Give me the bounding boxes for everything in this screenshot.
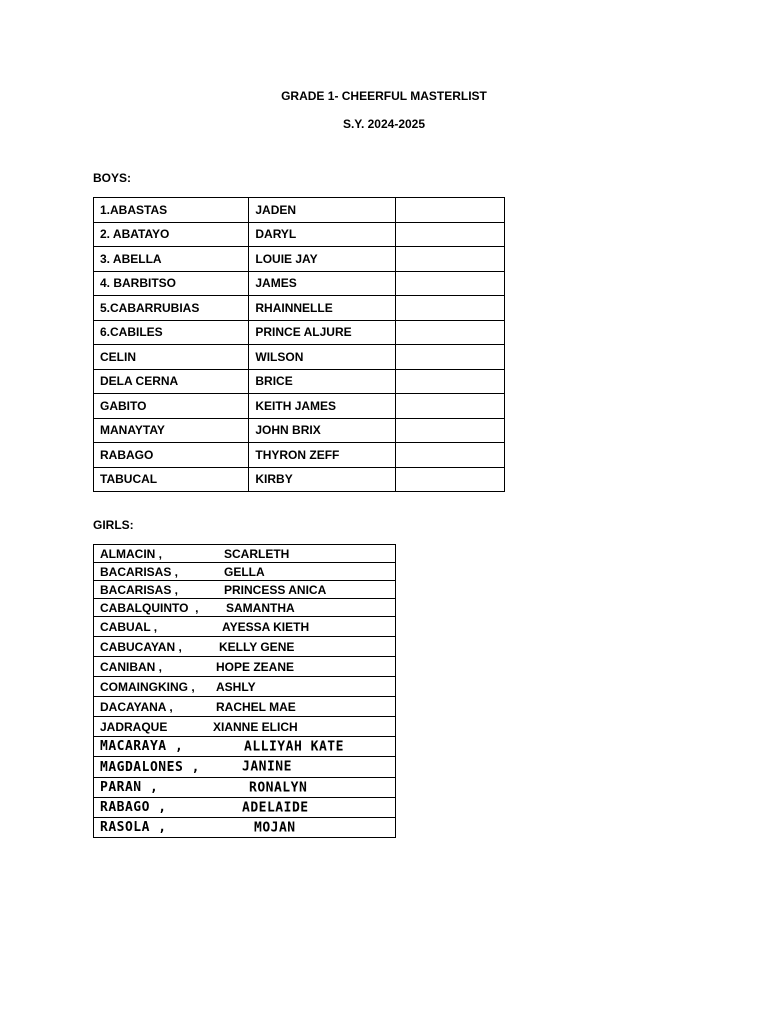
boy-first-name: BRICE [249,369,395,394]
girl-first-name: GELLA [224,564,265,579]
girl-entry [94,637,396,657]
boy-blank-cell [395,467,504,492]
boy-last-name: 5.CABARRUBIAS [94,296,249,321]
girl-entry [94,697,396,717]
girl-last-name: RABAGO , [100,800,167,815]
boy-last-name: 3. ABELLA [94,247,249,272]
table-row [94,418,505,443]
girl-first-name: AYESSA KIETH [222,619,310,634]
table-row [94,320,505,345]
girl-entry [94,757,396,778]
boy-first-name: KIRBY [249,467,395,492]
boy-first-name: PRINCE ALJURE [249,320,395,345]
girl-first-name: PRINCESS ANICA [224,582,327,597]
girl-entry [94,617,396,637]
girl-last-name: JADRAQUE [100,719,168,734]
boy-blank-cell [395,271,504,296]
table-row [94,198,505,223]
table-row [94,345,505,370]
girl-last-name: MACARAYA , [100,739,184,754]
table-row [94,467,505,492]
girl-first-name: JANINE [242,759,292,775]
boy-first-name: KEITH JAMES [249,394,395,419]
girl-entry [94,657,396,677]
girl-first-name: SAMANTHA [226,600,295,615]
table-row [94,697,396,717]
girl-last-name: RASOLA , [100,820,167,835]
girl-entry [94,798,396,818]
table-row [94,677,396,697]
table-row [94,637,396,657]
girl-first-name: RONALYN [249,780,308,795]
girl-first-name: HOPE ZEANE [216,659,295,674]
boy-blank-cell [395,320,504,345]
boy-first-name: DARYL [249,222,395,247]
girl-entry [94,818,396,838]
boy-first-name: WILSON [249,345,395,370]
boys-table [93,197,505,492]
girl-last-name: ALMACIN , [100,546,162,561]
boy-blank-cell [395,394,504,419]
boy-blank-cell [395,369,504,394]
boy-first-name: JAMES [249,271,395,296]
boys-label: BOYS: [93,171,132,185]
boy-last-name: CELIN [94,345,249,370]
girl-first-name: MOJAN [254,820,296,835]
girl-entry [94,545,396,563]
table-row [94,369,505,394]
boy-last-name: 1.ABASTAS [94,198,249,223]
table-row [94,563,396,581]
girls-label: GIRLS: [93,518,134,532]
school-year: S.Y. 2024-2025 [342,117,426,131]
boy-blank-cell [395,222,504,247]
table-row [94,778,396,798]
girl-entry [94,717,396,737]
table-row [94,394,505,419]
girl-entry [94,737,396,757]
girl-first-name: KELLY GENE [219,639,295,654]
table-row [94,617,396,637]
girl-last-name: CABALQUINTO , [100,600,199,615]
table-row [94,443,505,468]
boy-last-name: 4. BARBITSO [94,271,249,296]
table-row [94,657,396,677]
girl-last-name: CABUAL , [100,619,158,634]
boy-first-name: LOUIE JAY [249,247,395,272]
table-row [94,247,505,272]
boy-last-name: RABAGO [94,443,249,468]
boy-blank-cell [395,247,504,272]
girl-entry [94,581,396,599]
table-row [94,271,505,296]
table-row [94,717,396,737]
boy-first-name: JADEN [249,198,395,223]
girl-first-name: ASHLY [216,679,256,694]
boy-last-name: MANAYTAY [94,418,249,443]
girl-entry [94,778,396,798]
table-row [94,798,396,818]
table-row [94,581,396,599]
girl-last-name: PARAN , [100,780,159,795]
boy-first-name: THYRON ZEFF [249,443,395,468]
boy-blank-cell [395,198,504,223]
girl-first-name: SCARLETH [224,546,290,561]
table-row [94,757,396,778]
girl-last-name: BACARISAS , [100,582,179,597]
boy-blank-cell [395,345,504,370]
table-row [94,737,396,757]
boy-blank-cell [395,443,504,468]
girls-table [93,544,396,838]
boy-blank-cell [395,418,504,443]
boy-first-name: JOHN BRIX [249,418,395,443]
boy-last-name: 2. ABATAYO [94,222,249,247]
girl-last-name: DACAYANA , [100,699,173,714]
girl-entry [94,563,396,581]
page-title: GRADE 1- CHEERFUL MASTERLIST [281,89,487,103]
girl-last-name: CANIBAN , [100,659,162,674]
girl-first-name: ADELAIDE [242,800,309,815]
girl-first-name: XIANNE ELICH [213,719,298,734]
table-row [94,599,396,617]
girl-last-name: MAGDALONES , [100,759,200,775]
girl-last-name: CABUCAYAN , [100,639,182,654]
boy-last-name: GABITO [94,394,249,419]
table-row [94,296,505,321]
girl-entry [94,677,396,697]
table-row [94,545,396,563]
girl-last-name: BACARISAS , [100,564,179,579]
boy-first-name: RHAINNELLE [249,296,395,321]
boy-last-name: DELA CERNA [94,369,249,394]
girl-entry [94,599,396,617]
girl-last-name: COMAINGKING , [100,679,195,694]
girl-first-name: RACHEL MAE [216,699,296,714]
table-row [94,222,505,247]
boy-last-name: 6.CABILES [94,320,249,345]
girl-first-name: ALLIYAH KATE [244,739,344,754]
table-row [94,818,396,838]
boy-blank-cell [395,296,504,321]
boy-last-name: TABUCAL [94,467,249,492]
